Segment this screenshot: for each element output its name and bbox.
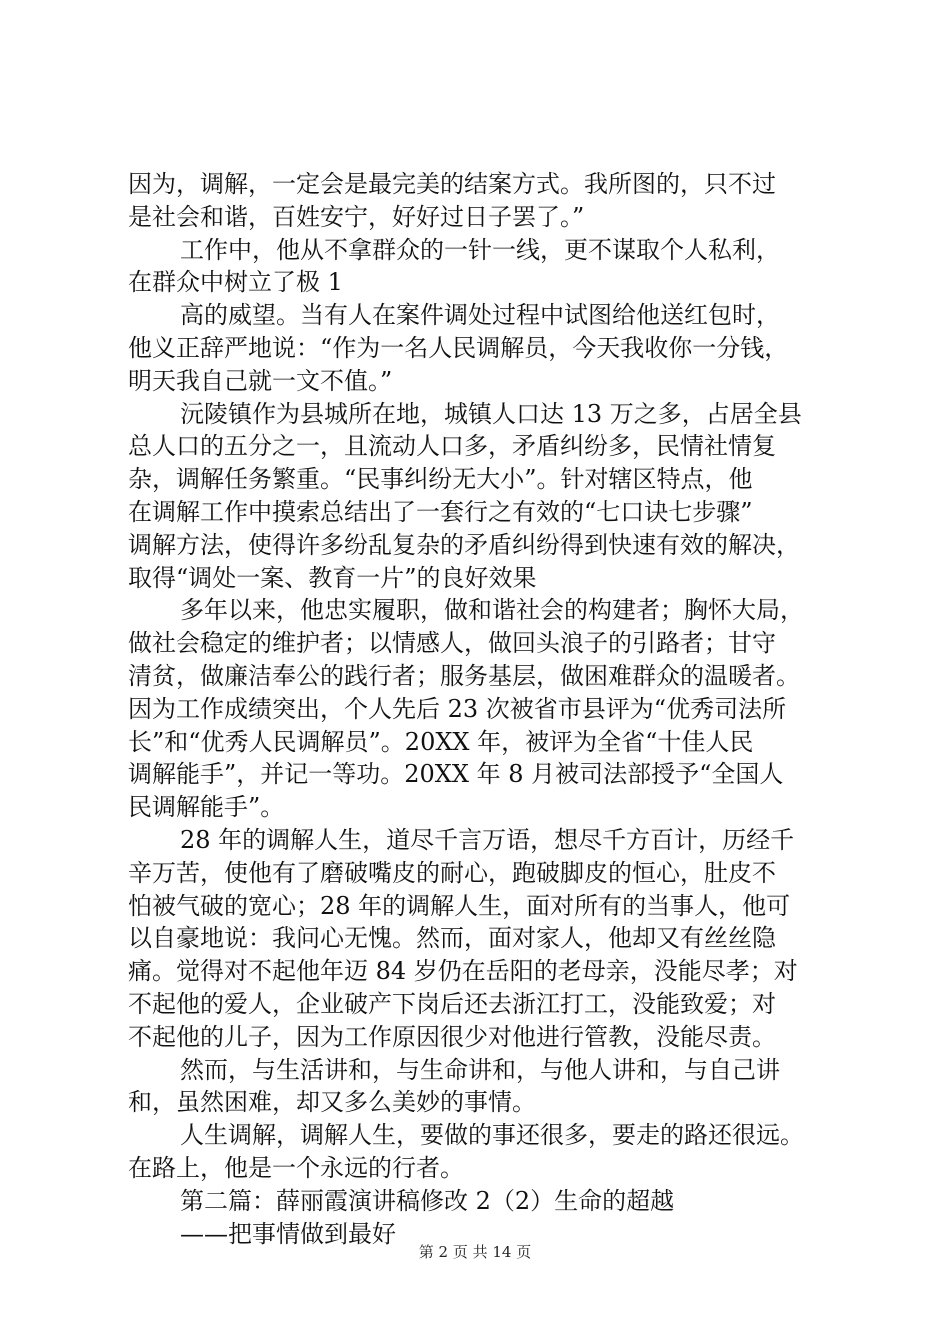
text-line: 以自豪地说：我问心无愧。然而，面对家人，他却又有丝丝隐	[128, 924, 776, 953]
text-line: 和，虽然困难，却又多么美妙的事情。	[128, 1088, 536, 1117]
text-line: 杂，调解任务繁重。“民事纠纷无大小”。针对辖区特点，他	[128, 465, 753, 494]
text-line: 怕被气破的宽心；28 年的调解人生，面对所有的当事人，他可	[128, 891, 791, 920]
text-line: 在路上，他是一个永远的行者。	[128, 1153, 464, 1182]
text-line: 做社会稳定的维护者；以情感人，做回头浪子的引路者；甘守	[128, 629, 776, 658]
text-line: 然而，与生活讲和，与生命讲和，与他人讲和，与自己讲	[180, 1055, 780, 1084]
text-line: 清贫，做廉洁奉公的践行者；服务基层，做困难群众的温暖者。	[128, 661, 800, 690]
text-line: 高的威望。当有人在案件调处过程中试图给他送红包时，	[180, 301, 780, 330]
text-line: 不起他的爱人，企业破产下岗后还去浙江打工，没能致爱；对	[128, 989, 776, 1018]
paragraph	[128, 627, 840, 824]
paragraph	[128, 1054, 840, 1087]
text-line: 人生调解，调解人生，要做的事还很多，要走的路还很远。	[180, 1121, 804, 1150]
paragraph	[128, 168, 840, 234]
paragraph	[128, 1185, 840, 1251]
text-line: 28 年的调解人生，道尽千言万语，想尽千方百计，历经千	[180, 825, 795, 854]
paragraph	[128, 1152, 840, 1185]
paragraph	[128, 332, 840, 398]
paragraph	[128, 1086, 840, 1119]
text-line: 在群众中树立了极 1	[128, 268, 343, 297]
text-line: 不起他的儿子，因为工作原因很少对他进行管教，没能尽责。	[128, 1022, 776, 1051]
text-line: 因为工作成绩突出，个人先后 23 次被省市县评为“优秀司法所	[128, 694, 787, 723]
text-line: 是社会和谐，百姓安宁，好好过日子罢了。”	[128, 202, 585, 231]
text-line: 明天我自己就一文不值。”	[128, 366, 393, 395]
text-line: 痛。觉得对不起他年迈 84 岁仍在岳阳的老母亲，没能尽孝；对	[128, 957, 798, 986]
text-line: 调解能手”，并记一等功。20XX 年 8 月被司法部授予“全国人	[128, 760, 784, 789]
text-line: 长”和“优秀人民调解员”。20XX 年，被评为全省“十佳人民	[128, 727, 754, 756]
text-line: 调解方法，使得许多纷乱复杂的矛盾纠纷得到快速有效的解决，	[128, 530, 800, 559]
text-line: 工作中，他从不拿群众的一针一线，更不谋取个人私利，	[180, 235, 780, 264]
text-line: 第二篇：薛丽霞演讲稿修改 2（2）生命的超越	[180, 1186, 675, 1215]
text-line: 取得“调处一案、教育一片”的良好效果	[128, 563, 537, 592]
page-number-footer: 第 2 页 共 14 页	[418, 1243, 532, 1261]
text-line: 总人口的五分之一，且流动人口多，矛盾纠纷多，民情社情复	[128, 432, 776, 461]
paragraph	[128, 1119, 840, 1152]
paragraph	[128, 824, 840, 857]
text-line: 他义正辞严地说：“作为一名人民调解员，今天我收你一分钱，	[128, 333, 789, 362]
text-line: 因为，调解，一定会是最完美的结案方式。我所图的，只不过	[128, 170, 776, 198]
text-line: ——把事情做到最好	[180, 1219, 396, 1248]
document-body	[128, 168, 840, 1250]
paragraph	[128, 299, 840, 332]
paragraph	[128, 857, 840, 1054]
text-line: 在调解工作中摸索总结出了一套行之有效的“七口诀七步骤”	[128, 497, 753, 526]
paragraph	[128, 234, 840, 267]
paragraph	[128, 594, 840, 627]
paragraph	[128, 266, 840, 299]
text-line: 辛万苦，使他有了磨破嘴皮的耐心，跑破脚皮的恒心，肚皮不	[128, 858, 776, 887]
text-line: 沅陵镇作为县城所在地，城镇人口达 13 万之多，占居全县	[180, 399, 802, 428]
text-line: 民调解能手”。	[128, 793, 285, 822]
text-line: 多年以来，他忠实履职，做和谐社会的构建者；胸怀大局，	[180, 596, 804, 625]
paragraph	[128, 398, 840, 431]
paragraph	[128, 430, 840, 594]
